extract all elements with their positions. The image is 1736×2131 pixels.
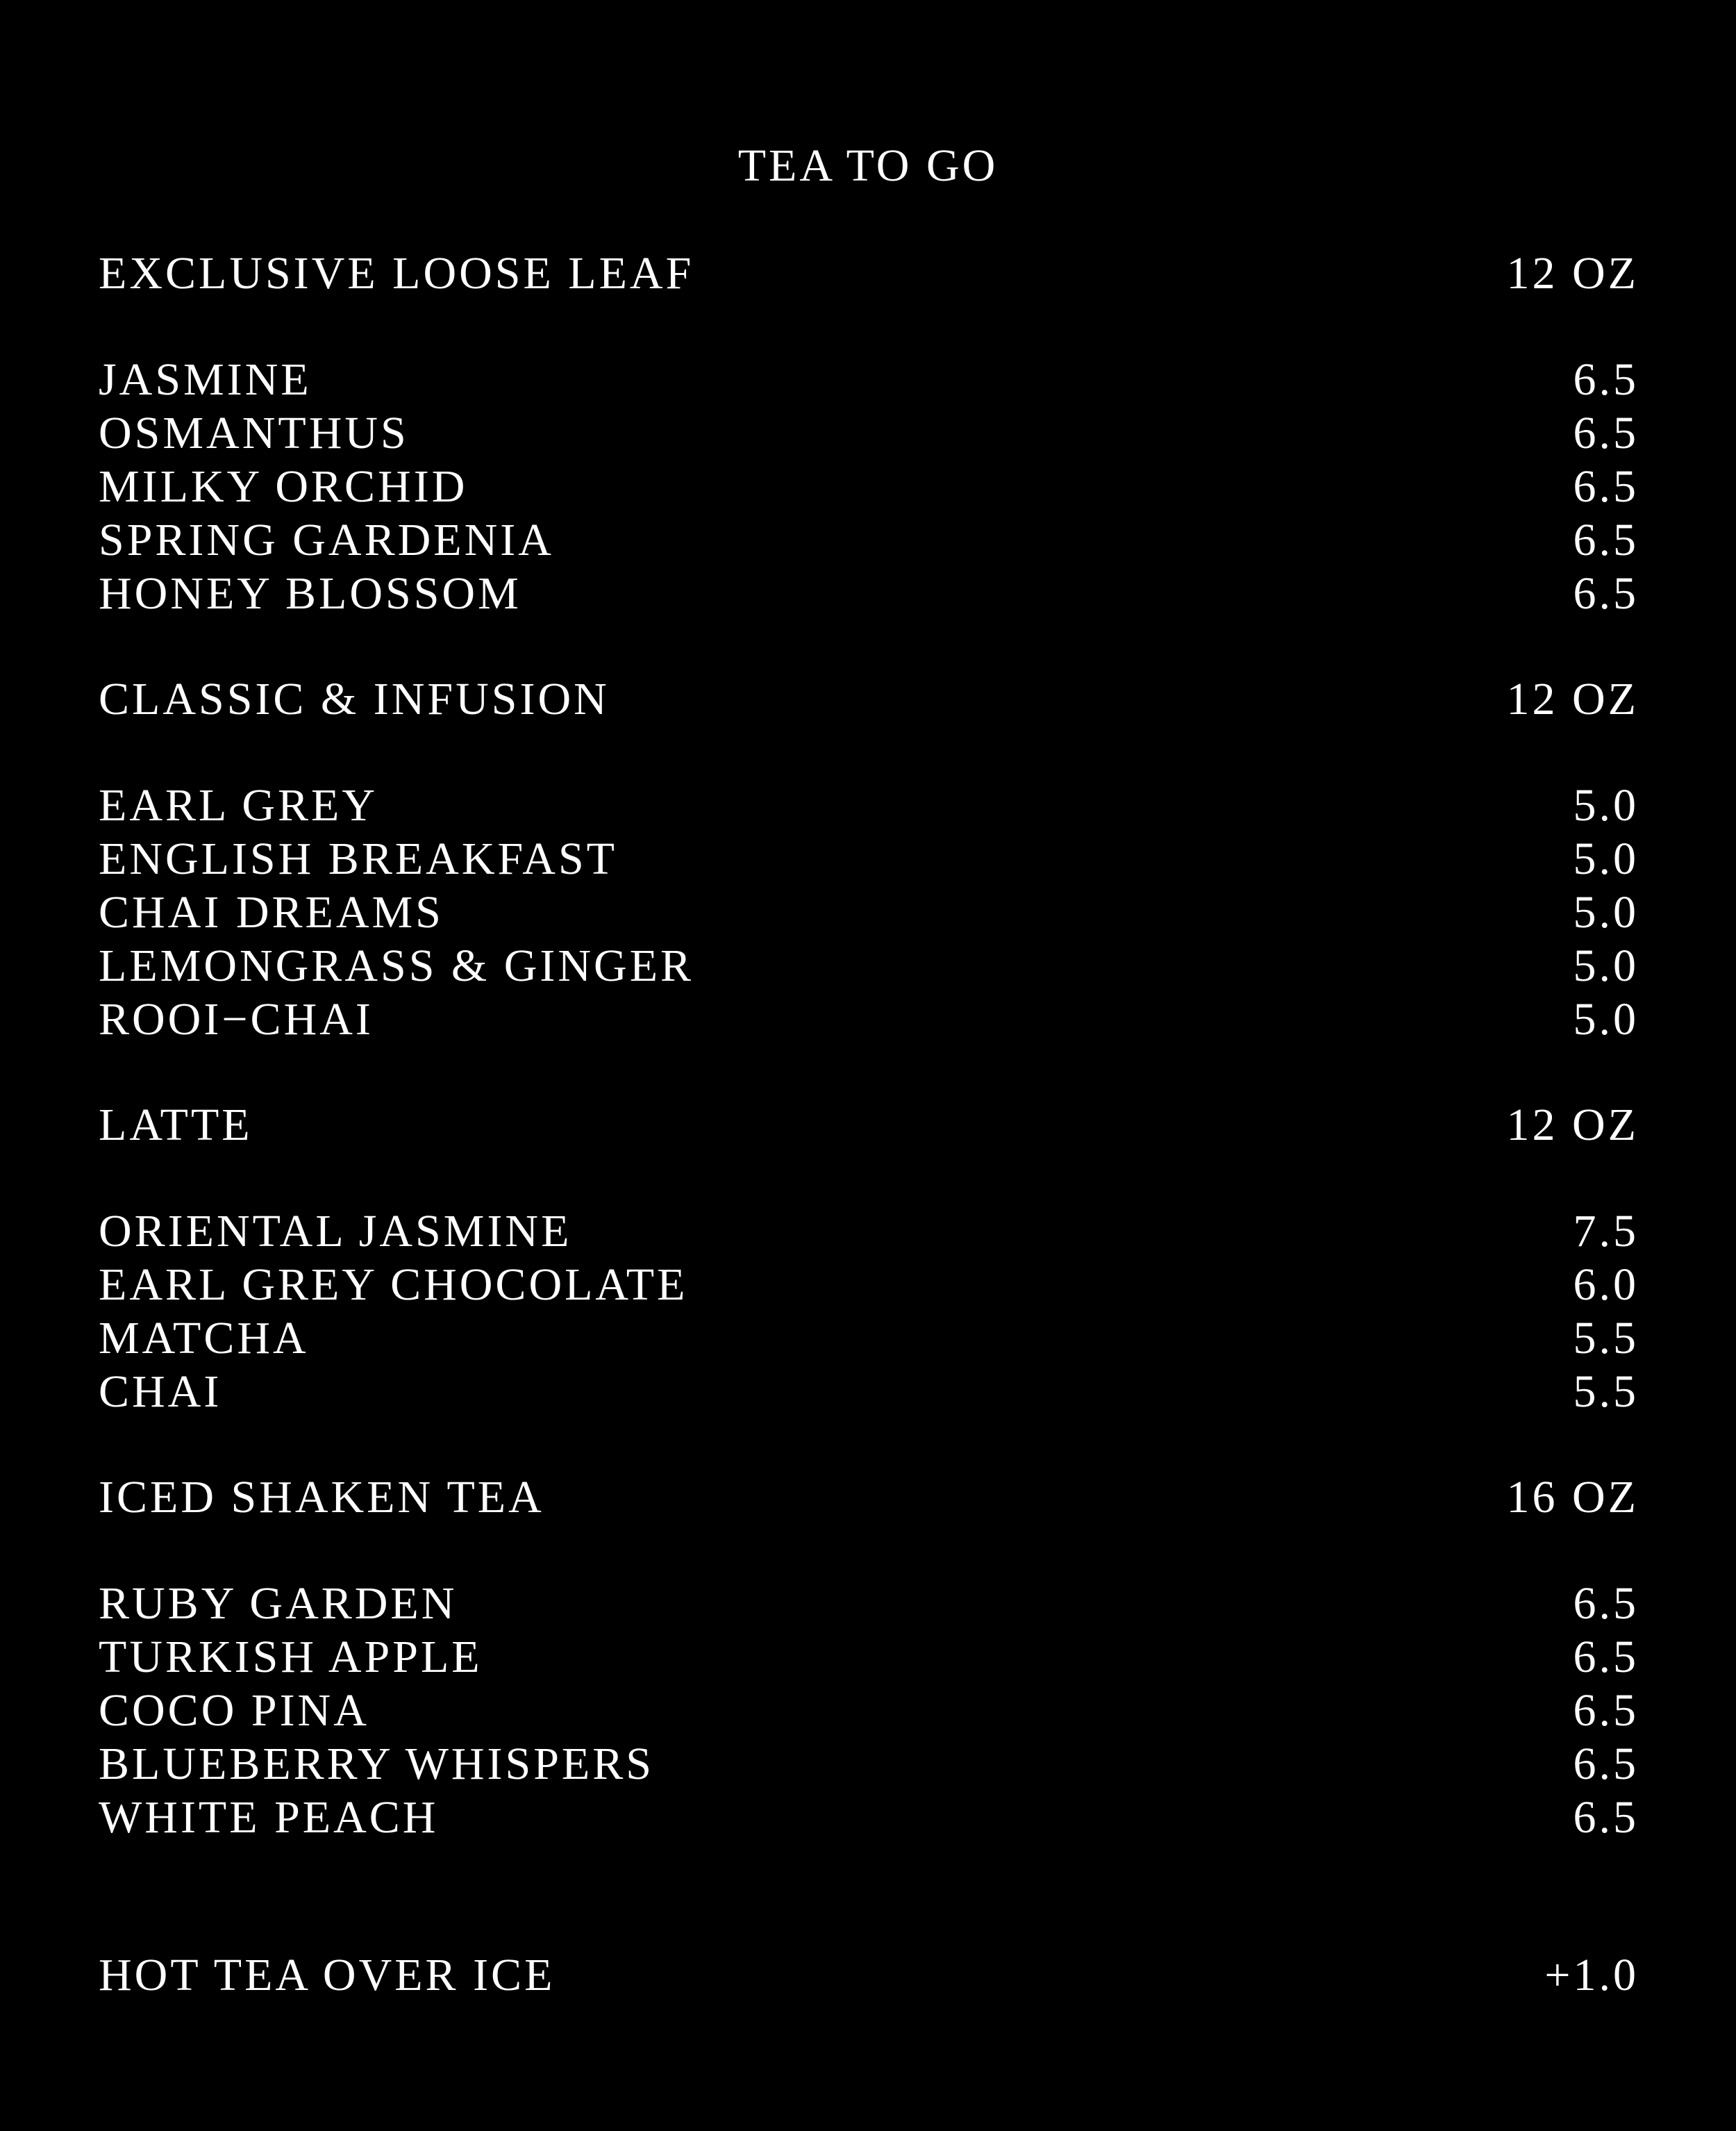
menu-item xyxy=(99,1737,1639,1791)
item-price: 6.5 xyxy=(1573,461,1639,512)
item-name: JASMINE xyxy=(99,354,312,405)
menu-item xyxy=(99,1791,1639,1845)
item-price: 5.0 xyxy=(1573,887,1639,938)
item-name: TURKISH APPLE xyxy=(99,1632,483,1682)
addon-price: +1.0 xyxy=(1544,1950,1639,2000)
item-name: CHAI DREAMS xyxy=(99,887,444,938)
item-name: HONEY BLOSSOM xyxy=(99,568,521,619)
menu-item xyxy=(99,406,1639,461)
section-size: 12 OZ xyxy=(1506,248,1639,299)
menu-item xyxy=(99,1258,1639,1312)
item-price: 5.0 xyxy=(1573,834,1639,884)
item-price: 5.5 xyxy=(1573,1313,1639,1363)
menu-item xyxy=(99,1577,1639,1631)
item-price: 6.5 xyxy=(1573,515,1639,565)
item-name: COCO PINA xyxy=(99,1685,369,1736)
item-name: BLUEBERRY WHISPERS xyxy=(99,1739,654,1789)
item-name: MATCHA xyxy=(99,1313,309,1363)
item-price: 5.0 xyxy=(1573,994,1639,1045)
item-price: 6.5 xyxy=(1573,1578,1639,1629)
menu-item xyxy=(99,353,1639,407)
item-name: EARL GREY xyxy=(99,780,378,831)
menu-item xyxy=(99,1365,1639,1419)
addon-row xyxy=(99,1948,1639,2003)
menu-item xyxy=(99,779,1639,833)
item-price: 5.5 xyxy=(1573,1366,1639,1417)
section-title: LATTE xyxy=(99,1100,253,1150)
section-title: ICED SHAKEN TEA xyxy=(99,1472,544,1523)
item-price: 5.0 xyxy=(1573,780,1639,831)
item-price: 5.0 xyxy=(1573,940,1639,991)
section-title: CLASSIC & INFUSION xyxy=(99,674,610,724)
section-size: 16 OZ xyxy=(1506,1472,1639,1523)
item-name: ENGLISH BREAKFAST xyxy=(99,834,617,884)
menu-item xyxy=(99,832,1639,886)
menu-item xyxy=(99,939,1639,993)
menu-item xyxy=(99,1204,1639,1259)
section-header-iced-shaken-tea xyxy=(99,1470,1639,1525)
menu-item xyxy=(99,513,1639,567)
section-header-classic-infusion xyxy=(99,672,1639,727)
item-name: ORIENTAL JASMINE xyxy=(99,1206,572,1257)
menu-item xyxy=(99,1684,1639,1738)
menu-item xyxy=(99,886,1639,940)
item-name: OSMANTHUS xyxy=(99,408,409,458)
section-header-exclusive-loose-leaf xyxy=(99,247,1639,301)
item-name: WHITE PEACH xyxy=(99,1792,439,1843)
item-name: MILKY ORCHID xyxy=(99,461,468,512)
item-price: 6.5 xyxy=(1573,1632,1639,1682)
section-header-latte xyxy=(99,1098,1639,1152)
item-name: CHAI xyxy=(99,1366,222,1417)
menu-item xyxy=(99,1630,1639,1684)
menu-item xyxy=(99,993,1639,1047)
item-price: 6.5 xyxy=(1573,1792,1639,1843)
item-name: ROOI−CHAI xyxy=(99,994,374,1045)
section-size: 12 OZ xyxy=(1506,1100,1639,1150)
item-price: 6.5 xyxy=(1573,1685,1639,1736)
menu-item xyxy=(99,460,1639,514)
menu-item xyxy=(99,567,1639,621)
section-title: EXCLUSIVE LOOSE LEAF xyxy=(99,248,694,299)
item-name: LEMONGRASS & GINGER xyxy=(99,940,694,991)
item-price: 6.0 xyxy=(1573,1259,1639,1310)
item-price: 6.5 xyxy=(1573,354,1639,405)
item-price: 6.5 xyxy=(1573,408,1639,458)
menu-item xyxy=(99,1311,1639,1366)
item-name: EARL GREY CHOCOLATE xyxy=(99,1259,688,1310)
addon-name: HOT TEA OVER ICE xyxy=(99,1950,556,2000)
item-price: 6.5 xyxy=(1573,1739,1639,1789)
item-name: SPRING GARDENIA xyxy=(99,515,554,565)
item-price: 7.5 xyxy=(1573,1206,1639,1257)
menu-title: TEA TO GO xyxy=(737,140,999,191)
item-price: 6.5 xyxy=(1573,568,1639,619)
item-name: RUBY GARDEN xyxy=(99,1578,458,1629)
section-size: 12 OZ xyxy=(1506,674,1639,724)
